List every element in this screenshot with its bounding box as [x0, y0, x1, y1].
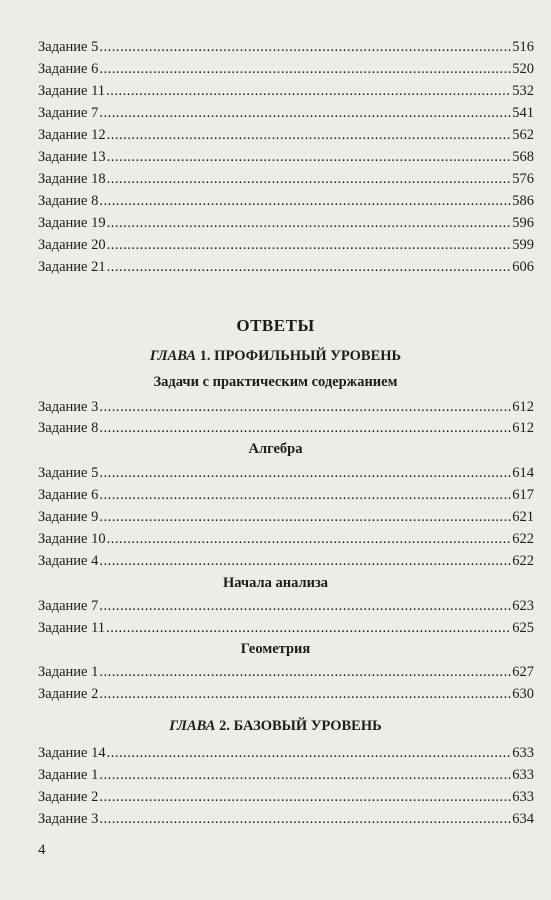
leader-dots	[99, 464, 511, 482]
toc-entry: Задание 6 ..... 617	[38, 486, 534, 504]
leader-dots	[107, 236, 512, 254]
toc-entry: Задание 3 ..... 612	[38, 398, 534, 416]
leader-dots	[106, 619, 511, 637]
leader-dots	[99, 685, 511, 703]
leader-dots	[99, 663, 511, 681]
toc-entry: Задание 9 ..... 621	[38, 508, 534, 526]
leader-dots	[106, 82, 511, 100]
toc-entry: Задание 19 ..... 596	[38, 214, 534, 232]
chapter-2-heading: ГЛАВА 2. БАЗОВЫЙ УРОВЕНЬ	[169, 718, 382, 734]
leader-dots	[107, 258, 512, 276]
toc-entry: Задание 2 ..... 633	[38, 788, 534, 806]
leader-dots	[99, 788, 511, 806]
toc-entry: Задание 11 ..... 625	[38, 619, 534, 637]
toc-entry: Задание 7 ..... 623	[38, 597, 534, 615]
toc-entry: Задание 12 ..... 562	[38, 126, 534, 144]
leader-dots	[99, 486, 511, 504]
leader-dots	[107, 148, 512, 166]
chapter-1-heading: ГЛАВА 1. ПРОФИЛЬНЫЙ УРОВЕНЬ	[149, 348, 402, 364]
section-title-geometry: Геометрия	[240, 641, 311, 657]
section-title-analysis: Начала анализа	[222, 575, 329, 591]
toc-entry: Задание 3 ..... 634	[38, 810, 534, 828]
leader-dots	[99, 60, 511, 78]
toc-entry: Задание 13 ..... 568	[38, 148, 534, 166]
leader-dots	[99, 597, 511, 615]
leader-dots	[99, 38, 511, 56]
leader-dots	[107, 126, 512, 144]
leader-dots	[99, 508, 511, 526]
toc-entry: Задание 21 ..... 606	[38, 258, 534, 276]
leader-dots	[99, 552, 511, 570]
toc-entry: Задание 8 ..... 612	[38, 419, 534, 437]
toc-entry: Задание 14 ..... 633	[38, 744, 534, 762]
leader-dots	[99, 419, 511, 437]
toc-entry: Задание 8 ..... 586	[38, 192, 534, 210]
toc-entry: Задание 18 ..... 576	[38, 170, 534, 188]
leader-dots	[99, 810, 511, 828]
section-title-algebra: Алгебра	[248, 441, 303, 457]
leader-dots	[107, 530, 512, 548]
toc-entry: Задание 2 ..... 630	[38, 685, 534, 703]
toc-entry: Задание 1 ..... 627	[38, 663, 534, 681]
toc-entry: Задание 11 ..... 532	[38, 82, 534, 100]
leader-dots	[107, 744, 512, 762]
leader-dots	[99, 104, 511, 122]
leader-dots	[107, 170, 512, 188]
toc-entry: Задание 10 ..... 622	[38, 530, 534, 548]
section-title-practical: Задачи с практическим содержанием	[153, 374, 398, 390]
answers-title: ОТВЕТЫ	[236, 316, 315, 335]
leader-dots	[99, 398, 511, 416]
leader-dots	[99, 766, 511, 784]
page-number: 4	[38, 842, 46, 858]
toc-entry: Задание 1 ..... 633	[38, 766, 534, 784]
leader-dots	[99, 192, 511, 210]
toc-entry: Задание 5 ..... 516	[38, 38, 534, 56]
toc-entry: Задание 7 ..... 541	[38, 104, 534, 122]
toc-entry: Задание 5 ..... 614	[38, 464, 534, 482]
toc-entry: Задание 20 ..... 599	[38, 236, 534, 254]
leader-dots	[107, 214, 512, 232]
toc-entry: Задание 4 ..... 622	[38, 552, 534, 570]
toc-entry: Задание 6 ..... 520	[38, 60, 534, 78]
